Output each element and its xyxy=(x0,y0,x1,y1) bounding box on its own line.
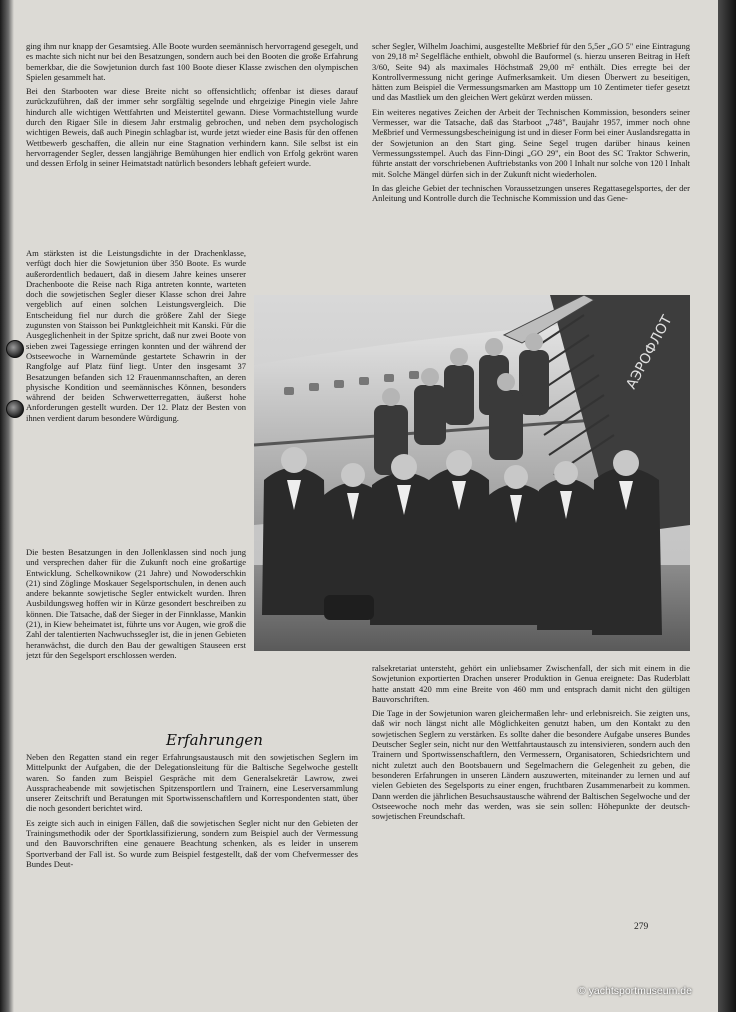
paragraph: Die besten Besatzungen in den Jollenklassen sind noch jung und versprechen daher für die Zukunft noch eine großartige Entwicklung. Schelkownikow (21 Jahre) und Nowoderschkin (21) sind Zöglinge Moskauer Segelsportschulen, in denen auch andere bekannte sowjetische Segler entwickelt wurden. Ihren Ausbildungsweg hoffen wir in Kürze gesondert beschreiben zu können. Die Tatsache, daß der Sieger in der Finnklasse, Mankin (21), in Kiew beheimatet ist, führte uns vor Augen, wie groß die Zahl der talentierten Nachwuchssegler ist, die in jenen Gebieten heranwächst, die durch den Bau der gewaltigen Stauseen erst jetzt für den Segelsport erschlossen werden. xyxy=(26,547,246,660)
paragraph: Bei den Starbooten war diese Breite nicht so offensichtlich; offenbar ist dieses darauf zurückzuführen, daß der immer sehr sorgfältig segelnde und ehrgeizige Pinegin viele Jahre hindurch alle wichtigen Wettfahrten und Meistertitel gewann. Diese Vormachtstellung wurde durch den Rigaer Sile in diesem Jahr erstmalig gebrochen, und neben dem psychologisch wichtigen Beweis, daß auch Pinegin schlagbar ist, wurde jetzt wieder eine Basis für den offenen Wettbewerb geschaffen, die allein nur eine Stagnation verhindern kann. Sile selbst ist ein hervorragender Segler, dessen langjährige Bemühungen hier endlich von Erfolg gekrönt waren und dessen Erfolg in seiner Heimatstadt natürlich besonders lebhaft gefeiert wurde. xyxy=(26,86,358,169)
paragraph: ralsekretariat untersteht, gehört ein unliebsamer Zwischenfall, der sich mit einem in die Sowjetunion exportierten Drachen unserer Produktion in Genua ereignete: Das Ruderblatt hatte anstatt 420 mm eine Breite von 460 mm und entsprach damit nicht den gültigen Bauvorschriften. xyxy=(372,663,690,704)
paragraph: ging ihm nur knapp der Gesamtsieg. Alle Boote wurden seemännisch hervorragend gesegelt, und es machte sich nicht nur bei den Besatzungen, sondern auch bei den Booten die große Erfahrung bemerkbar, die die Sowjetunion durch fast 100 Boote dieser Klasse zwischen den olympischen Spielen gesammelt hat. xyxy=(26,41,358,82)
paragraph: Die Tage in der Sowjetunion waren gleichermaßen lehr- und erlebnisreich. Sie zeigten uns, daß wir noch längst nicht alle Möglichkeiten genutzt haben, um den Kontakt zu den sowjetischen Seglern zu verstärken. Es sollte daher die besondere Aufgabe unseres Bundes Deutscher Segler sein, nicht nur den Wettfahrtaustausch zu intensivieren, sondern auch den Trainern und Sportwissenschaftlern, den Vermessern, Organisatoren, Schiedsrichtern und nicht zuletzt auch den Bootsbauern und Segelmachern die Gelegenheit zu geben, die besonderen Erfahrungen in unseren Ländern auszuwerten, miteinander zu lernen und auf vielen Gebieten des Segelsports zu einer engen, fruchtbaren Zusammenarbeit zu kommen. Dann werden die jährlichen Besuchsaustausche während der Baltischen Segelwoche und der Ostseewoche noch mehr das werden, was sie sein sollen: Höhepunkte der deutsch-sowjetischen Freundschaft. xyxy=(372,708,690,822)
article-left-column-drachen xyxy=(26,248,246,538)
binding-gutter xyxy=(0,0,14,1012)
article-right-column-top xyxy=(372,41,690,291)
airplane-lettering: АЭРОФЛОТ xyxy=(623,312,676,392)
copyright-watermark: © yachtsportmuseum.de xyxy=(578,985,692,997)
paragraph: In das gleiche Gebiet der technischen Voraussetzungen unseres Regattasegelsportes, der der Anleitung und Kontrolle durch die Technische Kommission und das Gene- xyxy=(372,182,690,204)
article-left-column-top xyxy=(26,41,358,169)
article-right-column-bottom xyxy=(372,663,690,913)
page-edge-shadow xyxy=(718,0,736,1012)
binder-ring-top xyxy=(6,340,24,358)
article-left-column-jollen xyxy=(26,547,246,727)
binder-ring-bottom xyxy=(6,400,24,418)
article-left-column-bottom xyxy=(26,752,358,918)
section-heading: Erfahrungen xyxy=(166,731,263,749)
paragraph: Am stärksten ist die Leistungsdichte in der Drachenklasse, verfügt doch hier die Sowjetunion über 350 Boote. Es wurde außerordentlich bedauert, daß in diesem Jahre keines unserer Drachenboote die Reise nach Riga antreten konnte, warteten doch die sowjetischen Segler dieser Klasse schon drei Jahre vergeblich auf einen solchen Leistungsvergleich. Die Entscheidung fiel nur durch die größere Zahl der Siege zugunsten von Staisson bei Punktgleichheit mit Kanski. Für die Ausgeglichenheit in der Spitze spricht, daß nur zwei Boote von sieben zwei Tagessiege erringen konnten und der während der Ostseewoche in Warnemünde gestartete Schawrin in der Rangfolge auf Platz fünf liegt. Unter den insgesamt 37 Besatzungen befanden sich 12 Frauenmannschaften, an deren physische Kondition und seemännisches Können, besonders während der beiden Schwerwetterregatten, äußerst hohe Anforderungen gestellt wurden. Der 12. Platz der Besten von ihnen verdient darum besondere Würdigung. xyxy=(26,248,246,423)
group-photo xyxy=(254,295,690,651)
page-number: 279 xyxy=(634,922,649,932)
paragraph: scher Segler, Wilhelm Joachimi, ausgestellte Meßbrief für den 5,5er „GO 5" eine Eintragung von 29,18 m² Segelfläche enthielt, obwohl die Bauformel (s. hierzu unseren Beitrag in Heft 3/60, Seite 94) als maximales Höchstmaß 29,00 m² enthält. Dies erregte bei der Kontrollvermessung nicht geringe Aufmerksamkeit. Um diesen Überwert zu beseitigen, hätten zum Beispiel die Vermessungsmarken am Masttopp um 10 Zentimeter tiefer gesetzt und das Mastliek um den gleichen Wert gekürzt werden müssen. xyxy=(372,41,690,103)
paragraph: Ein weiteres negatives Zeichen der Arbeit der Technischen Kommission, besonders seiner Vermesser, war die Tatsache, daß das Starboot „748", Baujahr 1957, immer noch ohne Meßbrief und Vermessungsbescheinigung ist und in dieser Form bei einer Auslandsregatta in der Sowjetunion an den Start ging. Seine Segel trugen darüber hinaus keinen Vermessungsstempel. Auch das Finn-Dingi „GO 29", ein Boot des SC Traktor Schwerin, führte anstatt der vorschriebenen Auftriebstanks von 200 l Inhalt nur solche von 120 l Inhalt mit. Solche Mängel dürfen sich in der Zukunft nicht wiederholen. xyxy=(372,106,690,179)
paragraph: Es zeigte sich auch in einigen Fällen, daß die sowjetischen Segler nicht nur den Gebieten der Trainingsmethodik oder der Sportklassifizierung, sondern zum Beispiel auch der Vermessung und den Bauvorschriften eine genauere Beachtung schenken, als es leider in unserem Sportverband der Fall ist. So wurde zum Beispiel festgestellt, daß der vom Chefvermesser des Bundes Deut- xyxy=(26,817,358,869)
paragraph: Neben den Regatten stand ein reger Erfahrungsaustausch mit den sowjetischen Seglern im Mittelpunkt der Aufgaben, die der Delegationsleitung für die Baltische Segelwoche gestellt waren. So fanden zum Beispiel Gespräche mit dem Generalsekretär Lawrow, zwei Ausspracheabende mit sowjetischen Spitzensportlern und Trainern, eine Leserversammlung unserer Zeitschrift und Beratungen mit Sportwissenschaftlern und Korrespondenten statt, über die noch gesondert berichtet wird. xyxy=(26,752,358,814)
